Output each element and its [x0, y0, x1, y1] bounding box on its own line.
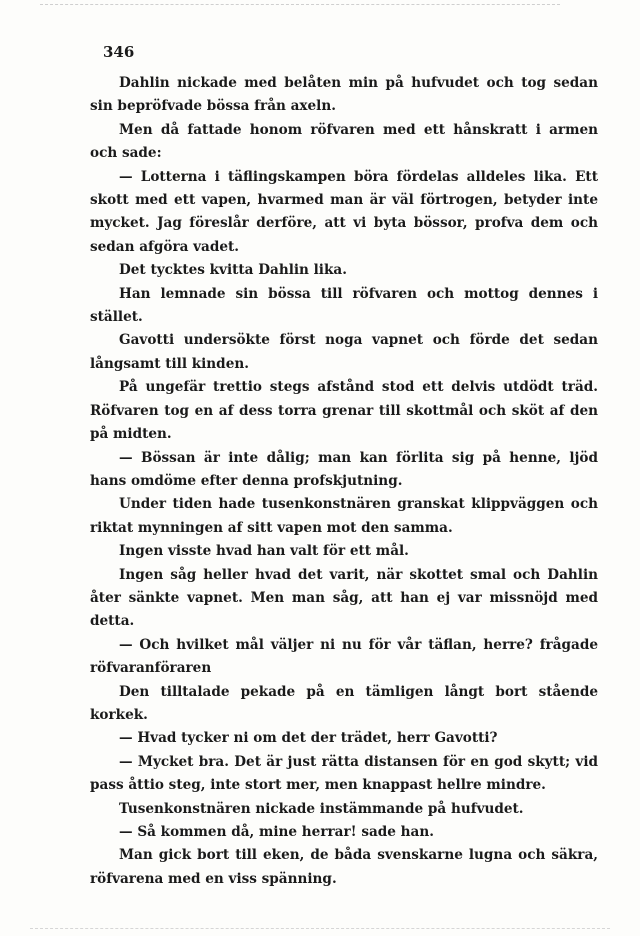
paragraph: — Så kommen då, mine herrar! sade han.	[119, 824, 434, 840]
paragraph: — Bössan är inte dålig; man kan förlita sig på henne, ljöd hans omdöme efter denna profskjutning.	[90, 449, 598, 489]
paragraph: Det tycktes kvitta Dahlin lika.	[119, 262, 347, 279]
paragraph: Den tilltalade pekade på en tämligen långt bort stående korkek.	[90, 683, 598, 723]
paragraph: — Lotterna i täflingskampen böra fördelas alldeles lika. Ett skott med ett vapen, hvarmed man är väl förtrogen, betyder inte mycket. Jag föreslår derföre, att vi byta bössor, profva dem och sedan afgöra vadet.	[90, 168, 598, 255]
page-number: 346	[103, 43, 135, 61]
paragraph: — Mycket bra. Det är just rätta distansen för en god skytt; vid pass åttio steg, inte stort mer, men knappast hellre mindre.	[90, 753, 598, 794]
paragraph: Ingen visste hvad han valt för ett mål.	[119, 543, 409, 560]
paragraph: Under tiden hade tusenkonstnären granskat klippväggen och riktat mynningen af sitt vapen mot den samma.	[90, 496, 598, 536]
paragraph: Men då fattade honom röfvaren med ett hånskratt i armen och sade:	[90, 121, 598, 162]
paragraph: Man gick bort till eken, de båda svenskarne lugna och säkra, röfvarena med en viss spänning.	[90, 847, 598, 887]
paragraph: På ungefär trettio stegs afstånd stod ett delvis utdödt träd. Röfvaren tog en af dess torra grenar till skottmål och sköt af den på midten.	[90, 379, 598, 443]
paragraph: — Hvad tycker ni om det der trädet, herr Gavotti?	[119, 730, 498, 747]
bottom-edge-divider	[30, 928, 610, 929]
top-edge-divider	[40, 4, 560, 5]
paragraph: Ingen såg heller hvad det varit, när skottet smal och Dahlin åter sänkte vapnet. Men man såg, att han ej var missnöjd med detta.	[90, 566, 598, 630]
paragraph: Han lemnade sin bössa till röfvaren och mottog dennes i stället.	[90, 285, 598, 326]
paragraph: Gavotti undersökte först noga vapnet och förde det sedan långsamt till kinden.	[90, 332, 598, 372]
paragraph: — Och hvilket mål väljer ni nu för vår täflan, herre? frågade röfvaranföraren	[90, 636, 598, 677]
paragraph: Tusenkonstnären nickade instämmande på hufvudet.	[119, 800, 524, 817]
body-text	[90, 72, 598, 891]
paragraph: Dahlin nickade med belåten min på hufvudet och tog sedan sin bepröfvade bössa från axeln.	[90, 75, 598, 115]
